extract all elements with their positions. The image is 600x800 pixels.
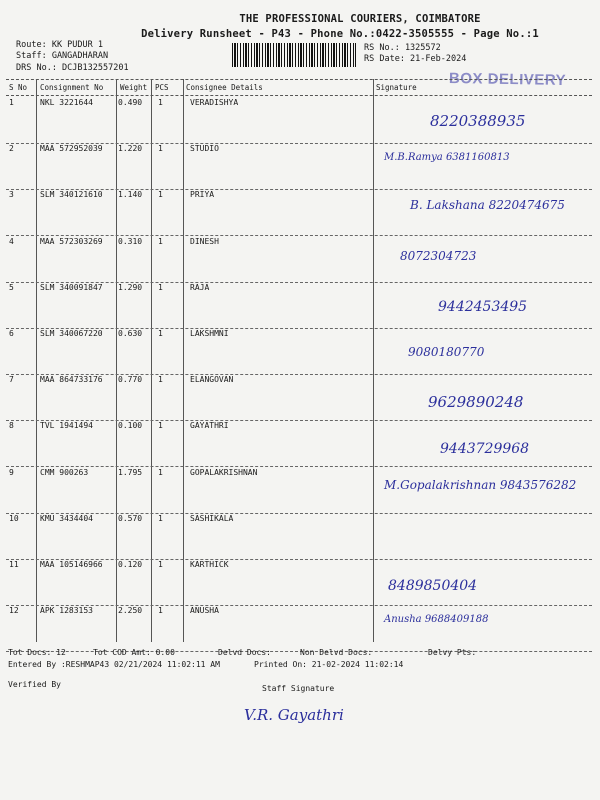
row-weight: 0.100 bbox=[118, 421, 143, 431]
row-consignment-no: KMU 3434404 bbox=[40, 513, 93, 523]
row-consignment-no: SLM 340067220 bbox=[40, 329, 103, 338]
table-row bbox=[6, 144, 592, 190]
row-consignment-no: SLM 340091847 bbox=[40, 282, 103, 292]
header-bottom-rule bbox=[6, 95, 592, 96]
row-sno: 1 bbox=[9, 98, 14, 107]
row-consignee: GAYATHRI bbox=[190, 421, 229, 431]
table-row bbox=[6, 375, 592, 421]
row-sno: 8 bbox=[9, 421, 14, 431]
table-row bbox=[6, 514, 592, 560]
row-consignment-no: MAA 572303269 bbox=[40, 236, 103, 246]
row-consignee: KARTHICK bbox=[190, 560, 229, 569]
table-row bbox=[6, 237, 592, 283]
row-signature: M.Gopalakrishnan 9843576282 bbox=[384, 477, 577, 492]
non-delvd-docs: Non Delvd Docs: bbox=[300, 648, 373, 657]
row-weight: 1.140 bbox=[118, 190, 143, 200]
row-signature: Anusha 9688409188 bbox=[384, 614, 489, 626]
row-sno: 11 bbox=[9, 560, 19, 569]
row-signature: B. Lakshana 8220474675 bbox=[410, 198, 565, 213]
row-consignment-no: APK 1283153 bbox=[40, 606, 93, 616]
entered-by: Entered By :RESHMAP43 02/21/2024 11:02:11 AM bbox=[8, 660, 220, 669]
row-consignee: GOPALAKRISHNAN bbox=[190, 467, 258, 477]
row-pcs: 1 bbox=[158, 421, 163, 431]
row-weight: 1.795 bbox=[118, 467, 143, 477]
row-signature: 9443729968 bbox=[440, 441, 530, 458]
col-weight: Weight bbox=[120, 83, 148, 92]
tot-cod: Tot COD Amt: 0.00 bbox=[93, 648, 175, 657]
row-signature: 8072304723 bbox=[400, 248, 477, 263]
row-consignment-no: MAA 864733176 bbox=[40, 375, 103, 385]
table-row bbox=[6, 98, 592, 144]
row-signature: 8489850404 bbox=[388, 578, 478, 594]
row-weight: 0.310 bbox=[118, 236, 143, 246]
row-consignment-no: CMM 900263 bbox=[40, 467, 89, 477]
row-weight: 0.630 bbox=[118, 329, 143, 338]
table-row bbox=[6, 560, 592, 606]
row-consignment-no: SLM 340121610 bbox=[40, 190, 103, 200]
staff-signature-label: Staff Signature bbox=[262, 684, 335, 693]
table-row bbox=[6, 468, 592, 514]
row-weight: 2.250 bbox=[118, 606, 143, 616]
row-weight: 0.570 bbox=[118, 513, 143, 523]
row-consignment-no: NKL 3221644 bbox=[40, 98, 93, 107]
row-pcs: 1 bbox=[158, 467, 163, 477]
col-signature: Signature bbox=[376, 83, 417, 92]
row-consignee: ANUSHA bbox=[190, 606, 219, 616]
row-pcs: 1 bbox=[158, 329, 163, 338]
row-signature: 8220388935 bbox=[430, 112, 526, 130]
box-delivery-stamp: BOX DELIVERY bbox=[448, 69, 567, 90]
table-row bbox=[6, 329, 592, 375]
row-sno: 7 bbox=[9, 375, 14, 385]
row-consignee: RAJA bbox=[190, 282, 210, 292]
row-consignee: SASHIKALA bbox=[190, 513, 234, 523]
row-pcs: 1 bbox=[158, 236, 163, 246]
row-weight: 0.490 bbox=[118, 98, 143, 107]
row-consignee: LAKSHMNI bbox=[190, 329, 229, 338]
row-sno: 2 bbox=[9, 144, 14, 154]
row-consignment-no: TVL 1941494 bbox=[40, 421, 93, 431]
row-sno: 6 bbox=[9, 329, 14, 338]
delvy-pts: Delvy Pts: bbox=[428, 648, 477, 657]
col-consignment: Consignment No bbox=[40, 83, 104, 92]
row-pcs: 1 bbox=[158, 375, 163, 385]
row-sno: 4 bbox=[9, 236, 14, 246]
row-pcs: 1 bbox=[158, 98, 163, 107]
row-pcs: 1 bbox=[158, 144, 163, 154]
row-sno: 5 bbox=[9, 282, 14, 292]
verified-by: Verified By bbox=[8, 680, 61, 689]
table-row bbox=[6, 421, 592, 467]
route: Route: KK PUDUR 1 bbox=[16, 40, 103, 50]
row-pcs: 1 bbox=[158, 513, 163, 523]
table-row bbox=[6, 283, 592, 329]
rs-date: RS Date: 21-Feb-2024 bbox=[364, 54, 467, 64]
staff: Staff: GANGADHARAN bbox=[16, 51, 109, 61]
row-consignee: PRIYA bbox=[190, 190, 215, 200]
delvd-docs: Delvd Docs: bbox=[218, 648, 271, 657]
row-sno: 10 bbox=[9, 513, 19, 523]
table-row bbox=[6, 190, 592, 236]
row-weight: 1.290 bbox=[118, 282, 143, 292]
row-pcs: 1 bbox=[158, 560, 163, 569]
row-consignee: DINESH bbox=[190, 236, 219, 246]
staff-signature: V.R. Gayathri bbox=[244, 706, 344, 724]
row-consignee: STUDIO bbox=[190, 144, 219, 154]
row-consignee: VERADISHYA bbox=[190, 98, 239, 107]
runsheet-title: Delivery Runsheet - P43 - Phone No.:0422-3505555 - Page No.:1 bbox=[141, 28, 539, 40]
drs-number: DRS No.: DCJB132557201 bbox=[16, 63, 129, 73]
col-sno: S No bbox=[9, 83, 28, 92]
row-signature: 9080180770 bbox=[408, 345, 485, 359]
table-row bbox=[6, 606, 592, 652]
row-weight: 0.120 bbox=[118, 560, 143, 569]
row-sno: 3 bbox=[9, 190, 14, 200]
row-pcs: 1 bbox=[158, 606, 163, 616]
row-pcs: 1 bbox=[158, 190, 163, 200]
row-sno: 9 bbox=[9, 467, 14, 477]
row-consignment-no: MAA 572952039 bbox=[40, 144, 103, 154]
header-top-rule bbox=[6, 79, 592, 80]
row-pcs: 1 bbox=[158, 282, 163, 292]
row-weight: 0.770 bbox=[118, 375, 143, 385]
printed-on: Printed On: 21-02-2024 11:02:14 bbox=[254, 660, 404, 669]
rs-number: RS No.: 1325572 bbox=[364, 43, 441, 53]
col-consignee: Consignee Details bbox=[186, 83, 263, 92]
row-signature: M.B.Ramya 6381160813 bbox=[384, 152, 510, 164]
row-consignee: ELANGOVAN bbox=[190, 375, 234, 385]
row-consignment-no: MAA 105146966 bbox=[40, 560, 103, 569]
row-signature: 9629890248 bbox=[428, 393, 524, 412]
row-weight: 1.220 bbox=[118, 144, 143, 154]
barcode bbox=[232, 43, 356, 67]
row-sno: 12 bbox=[9, 606, 19, 616]
col-pcs: PCS bbox=[155, 83, 169, 92]
tot-docs: Tot Docs: 12 bbox=[8, 648, 66, 657]
company-title: THE PROFESSIONAL COURIERS, COIMBATORE bbox=[239, 13, 481, 25]
row-signature: 9442453495 bbox=[438, 298, 528, 315]
